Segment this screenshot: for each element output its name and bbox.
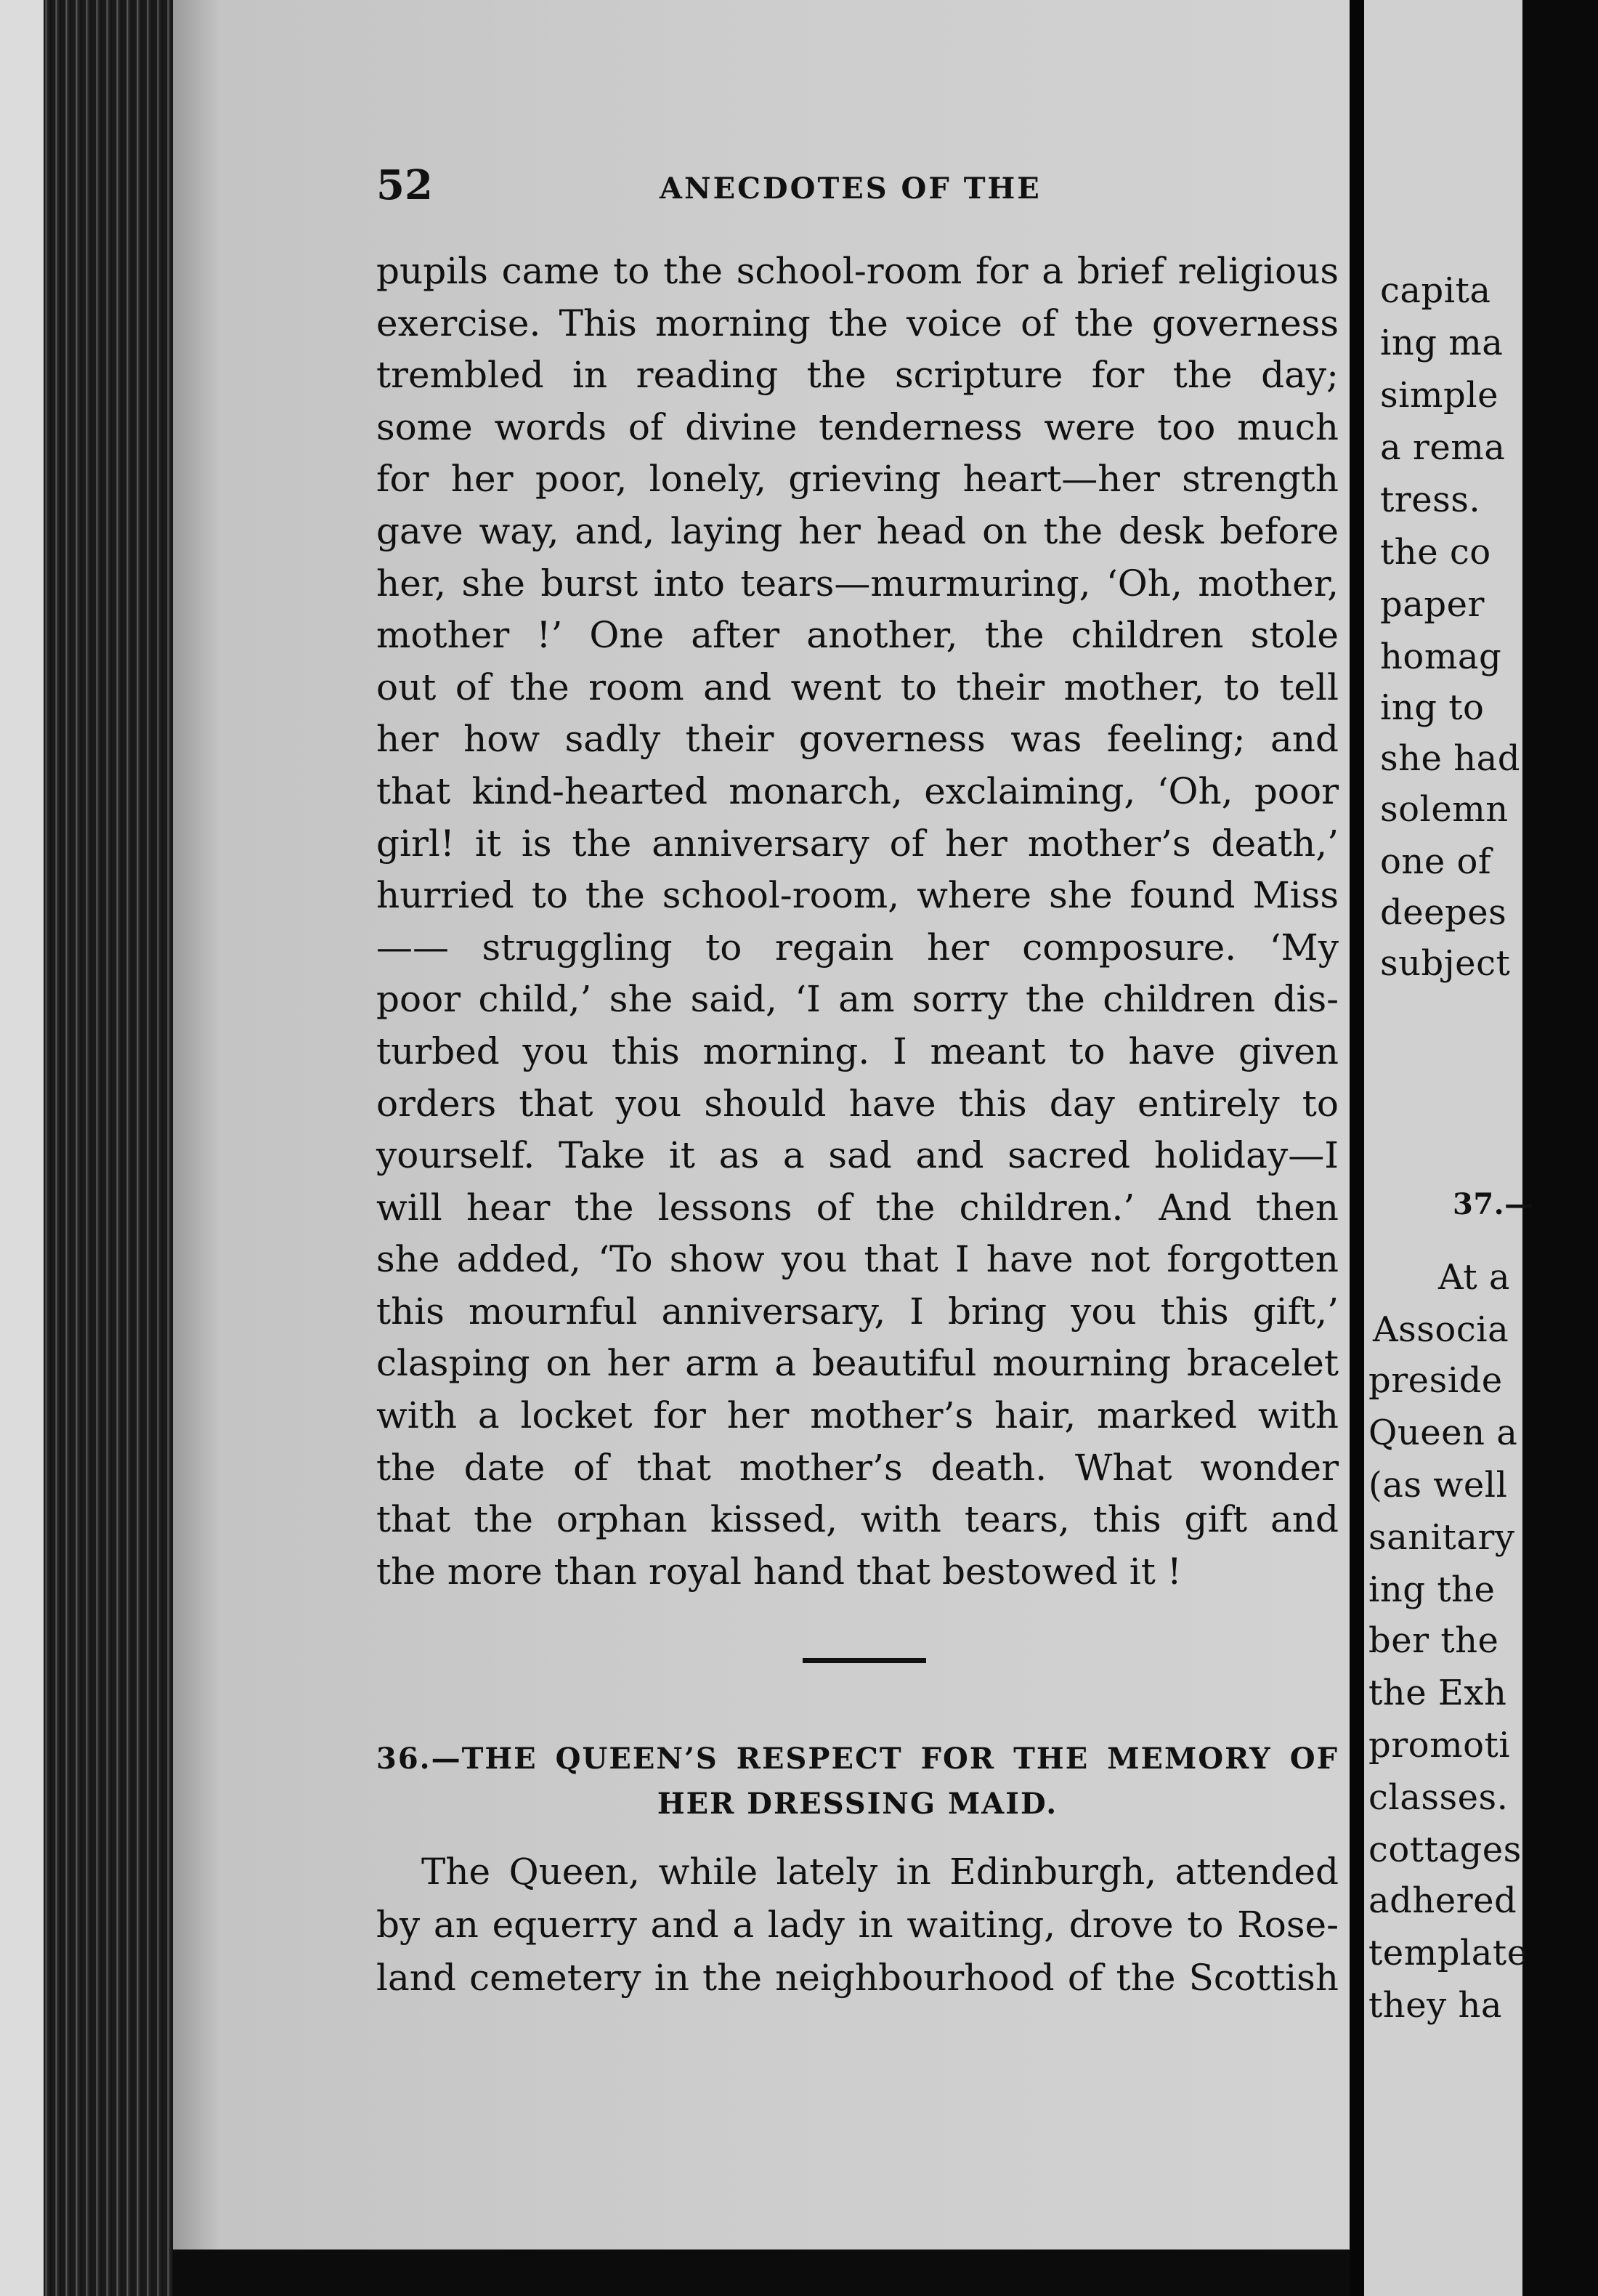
text-line: exercise. This morning the voice of the governess: [376, 302, 1339, 344]
text-line: with a locket for her mother’s hair, marked with: [376, 1394, 1339, 1437]
text-line: this mournful anniversary, I bring you this gift,’: [376, 1290, 1339, 1333]
text-line: turbed you this morning. I meant to have given: [376, 1030, 1339, 1072]
right-fragment: they ha: [1368, 1985, 1503, 2026]
text-line: for her poor, lonely, grieving heart—her strength: [376, 458, 1339, 501]
right-fragment: simple: [1380, 375, 1498, 416]
right-fragment: she had: [1380, 738, 1520, 779]
text-line: that the orphan kissed, with tears, this gift and: [376, 1498, 1339, 1541]
right-fragment: ing the: [1368, 1569, 1496, 1610]
running-head: ANECDOTES OF THE: [660, 171, 1042, 206]
right-fragment: cottages: [1368, 1830, 1522, 1870]
text-line: by an equerry and a lady in waiting, drove to Rose-: [376, 1904, 1339, 1946]
right-fragment: preside: [1368, 1360, 1503, 1401]
anecdote-paragraph: [376, 246, 1339, 1598]
text-line: the more than royal hand that bestowed it !: [376, 1550, 1182, 1593]
section-paragraph: [376, 1846, 1339, 2005]
text-line: trembled in reading the scripture for the day;: [376, 354, 1339, 397]
text-line: the date of that mother’s death. What wonder: [376, 1446, 1339, 1489]
text-line: The Queen, while lately in Edinburgh, attended: [421, 1851, 1339, 1893]
section-divider: [803, 1658, 926, 1663]
right-fragment: (as well: [1368, 1465, 1508, 1505]
right-fragment: tress.: [1380, 480, 1481, 520]
right-fragment: subject: [1380, 943, 1511, 984]
right-fragment: sanitary: [1368, 1517, 1515, 1558]
text-line: her, she burst into tears—murmuring, ‘Oh, mother,: [376, 562, 1339, 605]
right-fragment: template: [1368, 1933, 1528, 1973]
section-heading-line: HER DRESSING MAID.: [657, 1787, 1058, 1821]
text-line: yourself. Take it as a sad and sacred holiday—I: [376, 1134, 1339, 1177]
text-line: some words of divine tenderness were too much: [376, 405, 1339, 448]
text-line: gave way, and, laying her head on the desk before: [376, 509, 1339, 552]
text-line: will hear the lessons of the children.’ And then: [376, 1186, 1339, 1229]
book-page-edges: [0, 0, 174, 2296]
right-fragment: 37.—: [1453, 1187, 1534, 1221]
text-line: her how sadly their governess was feeling; and: [376, 718, 1339, 761]
text-line: —— struggling to regain her composure. ‘My: [376, 926, 1339, 969]
right-fragment: Associa: [1373, 1309, 1509, 1350]
text-line: pupils came to the school-room for a brief religious: [376, 250, 1339, 292]
page-header: [376, 161, 1342, 219]
section-heading: [376, 1737, 1339, 1827]
right-fragment: one of: [1380, 841, 1492, 882]
right-fragment: the co: [1380, 532, 1491, 573]
right-fragment: a rema: [1380, 427, 1506, 468]
section-heading-line: 36.—THE QUEEN’S RESPECT FOR THE MEMORY OF: [376, 1742, 1339, 1776]
scan-margin: [0, 0, 44, 2296]
text-line: orders that you should have this day entirely to: [376, 1082, 1339, 1125]
text-line: clasping on her arm a beautiful mourning bracelet: [376, 1342, 1339, 1385]
right-fragment: classes.: [1368, 1777, 1509, 1818]
text-line: land cemetery in the neighbourhood of the Scottish: [376, 1957, 1339, 1999]
right-fragment: promoti: [1368, 1725, 1511, 1766]
right-fragment: ing to: [1380, 687, 1485, 728]
page-number: 52: [376, 161, 433, 209]
text-line: that kind-hearted monarch, exclaiming, ‘Oh, poor: [376, 769, 1339, 812]
text-line: girl! it is the anniversary of her mother’s death,’: [376, 822, 1339, 865]
right-fragment: Queen a: [1368, 1412, 1518, 1453]
right-fragment: the Exh: [1368, 1673, 1507, 1713]
right-fragment: deepes: [1380, 892, 1507, 933]
text-line: mother !’ One after another, the children stole: [376, 614, 1339, 657]
right-fragment: capita: [1380, 270, 1491, 311]
right-fragment: adhered: [1368, 1880, 1517, 1921]
right-page: [1364, 0, 1534, 2296]
text-line: poor child,’ she said, ‘I am sorry the children dis-: [376, 978, 1339, 1021]
right-fragment: paper: [1380, 584, 1485, 625]
page-bottom-shadow: [173, 2249, 1350, 2296]
right-fragment: solemn: [1380, 789, 1509, 830]
right-fragment: homag: [1380, 636, 1502, 677]
text-line: out of the room and went to their mother, to tell: [376, 666, 1339, 708]
right-fragment: ber the: [1368, 1620, 1499, 1661]
right-page-text: [1368, 0, 1598, 2296]
text-line: she added, ‘To show you that I have not forgotten: [376, 1238, 1339, 1281]
text-line: hurried to the school-room, where she found Miss: [376, 874, 1339, 917]
right-fragment: At a: [1438, 1257, 1510, 1298]
right-fragment: ing ma: [1380, 323, 1504, 363]
